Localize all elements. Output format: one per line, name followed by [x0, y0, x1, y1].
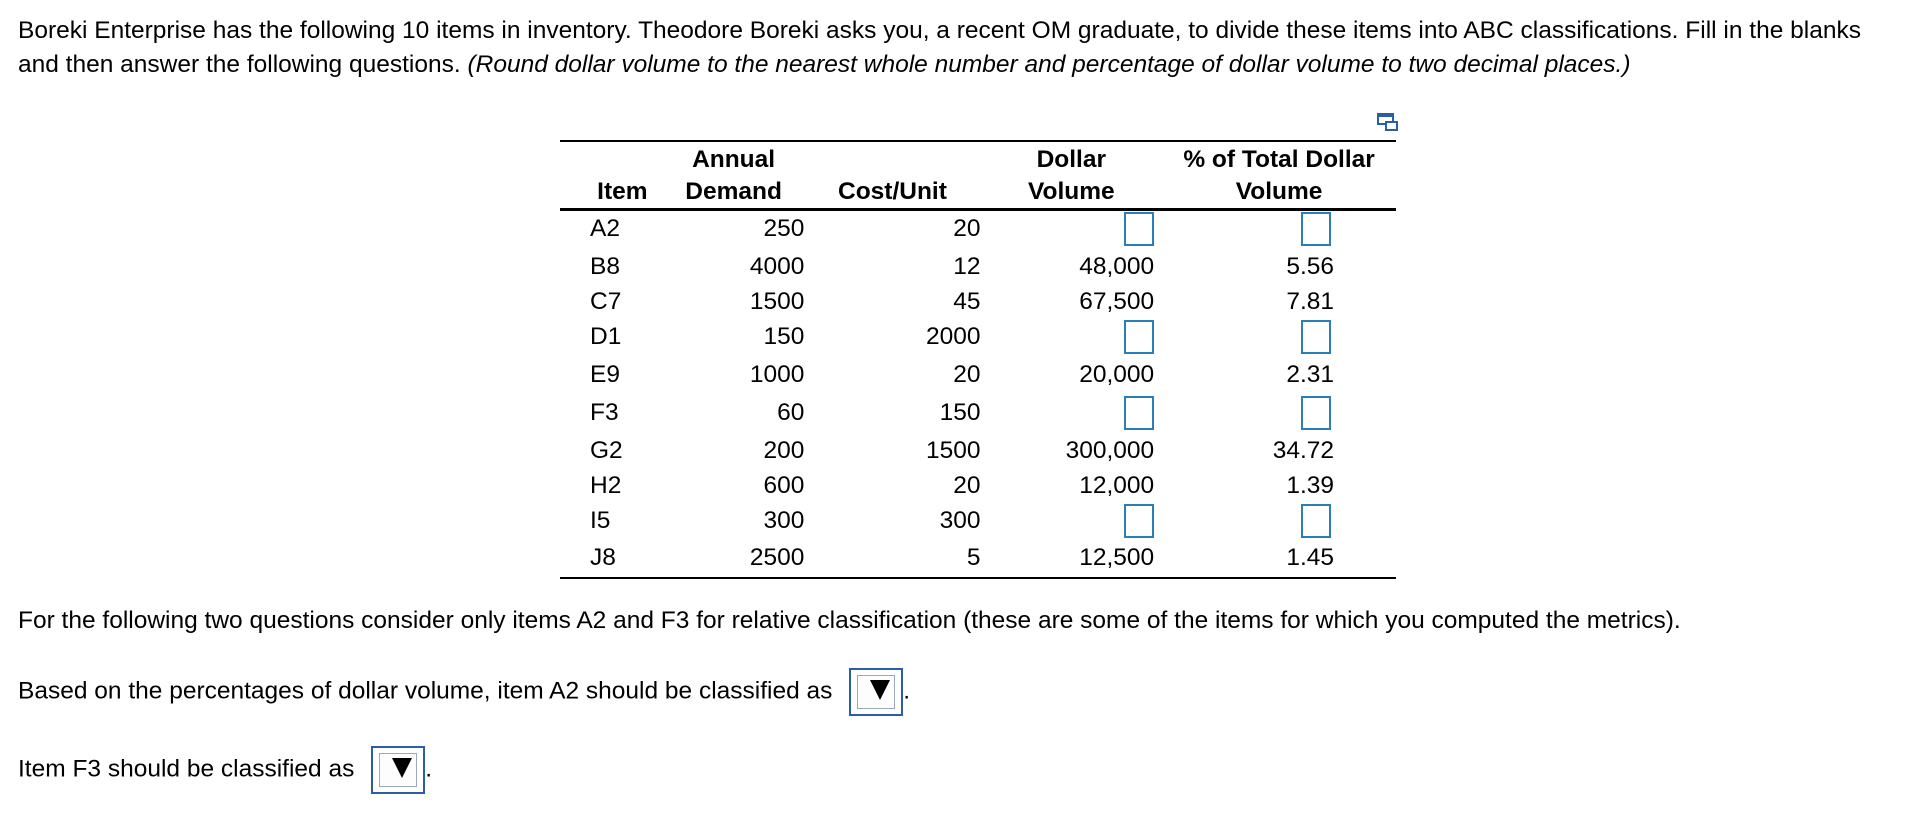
cell-item: D1	[590, 322, 622, 350]
cell-dollar-volume: 48,000	[1079, 252, 1155, 280]
cell-pct-dollar-volume	[1162, 318, 1396, 356]
header-item: Item	[560, 141, 663, 210]
table-row	[560, 470, 1396, 502]
cell-annual-demand: 200	[763, 436, 805, 464]
intro-instruction: (Round dollar volume to the nearest whole number and percentage of dollar volume to two decimal places.)	[467, 51, 1631, 78]
question-2-text: Item F3 should be classified as	[18, 755, 355, 783]
table-row	[560, 502, 1396, 540]
dollar-volume-input[interactable]	[1124, 212, 1154, 246]
cell-cost-unit: 5	[966, 544, 981, 571]
cell-cost-unit: 12	[953, 252, 981, 280]
cell-pct-dollar-volume	[1162, 394, 1396, 432]
table-row	[560, 248, 1396, 286]
header-cost-unit: Cost/Unit	[804, 141, 980, 210]
cell-item: I5	[590, 506, 611, 534]
cell-dollar-volume	[980, 210, 1162, 248]
cell-pct-dollar-volume	[1162, 502, 1396, 540]
cell-dollar-volume: 12,000	[1079, 471, 1155, 499]
table-row	[560, 394, 1396, 432]
cell-item: H2	[590, 471, 622, 499]
question-1-text: Based on the percentages of dollar volume, item A2 should be classified as	[18, 677, 833, 705]
cell-dollar-volume	[980, 318, 1162, 356]
table-row	[560, 286, 1396, 318]
cell-cost-unit: 300	[939, 506, 981, 534]
table-row	[560, 318, 1396, 356]
cell-cost-unit: 1500	[925, 436, 981, 464]
inventory-table	[560, 140, 1396, 579]
a2-classification-select[interactable]	[849, 668, 903, 716]
cell-dollar-volume: 300,000	[1065, 436, 1155, 464]
cell-item: G2	[590, 436, 623, 464]
table-row	[560, 540, 1396, 578]
question-1-period: .	[903, 677, 911, 705]
cell-pct-dollar-volume: 34.72	[1272, 436, 1334, 464]
cell-dollar-volume: 12,500	[1079, 544, 1155, 571]
table-header-row	[560, 141, 1396, 210]
cell-annual-demand: 1000	[749, 360, 805, 388]
questions-context: For the following two questions consider only items A2 and F3 for relative classification (these are some of the items for which you computed the metrics).	[18, 607, 1681, 634]
cell-cost-unit: 20	[953, 471, 981, 499]
table-row	[560, 210, 1396, 248]
question-2	[18, 746, 432, 794]
dollar-volume-input[interactable]	[1124, 320, 1154, 354]
table-row	[560, 432, 1396, 470]
cell-annual-demand: 4000	[749, 252, 805, 280]
pct-dollar-volume-input[interactable]	[1301, 212, 1331, 246]
question-2-period: .	[425, 755, 432, 783]
cell-dollar-volume: 20,000	[1079, 360, 1155, 388]
question-intro	[18, 14, 1908, 82]
cell-item: E9	[590, 360, 620, 388]
cell-cost-unit: 150	[939, 398, 981, 426]
dropdown-arrow-icon	[870, 680, 890, 700]
cell-item: B8	[590, 252, 620, 280]
cell-annual-demand: 1500	[749, 287, 805, 315]
cell-dollar-volume	[980, 502, 1162, 540]
f3-classification-select[interactable]	[371, 746, 425, 794]
cell-cost-unit: 20	[953, 360, 981, 388]
inventory-table-body	[560, 210, 1396, 578]
cell-pct-dollar-volume	[1162, 210, 1396, 248]
pct-dollar-volume-input[interactable]	[1301, 396, 1331, 430]
cell-pct-dollar-volume: 1.45	[1286, 544, 1334, 571]
cell-cost-unit: 45	[953, 287, 981, 315]
cell-dollar-volume	[980, 394, 1162, 432]
cell-item: A2	[590, 215, 620, 243]
cell-annual-demand: 60	[777, 398, 805, 426]
header-dollar-volume: Dollar Volume	[980, 141, 1162, 210]
cell-item: F3	[590, 398, 619, 426]
header-annual-demand: Annual Demand	[663, 141, 805, 210]
intro-text: Boreki Enterprise has the following 10 items in inventory. Theodore Boreki asks you, a recent OM graduate, to divide these items into ABC classifications. Fill in the blanks and then answer the following questions.	[18, 17, 1861, 78]
cell-pct-dollar-volume: 5.56	[1286, 252, 1334, 280]
popout-window-icon[interactable]	[1377, 112, 1399, 132]
pct-dollar-volume-input[interactable]	[1301, 504, 1331, 538]
header-pct-total-dollar-volume: % of Total Dollar Volume	[1162, 141, 1396, 210]
cell-cost-unit: 2000	[925, 322, 981, 350]
cell-cost-unit: 20	[953, 215, 981, 243]
cell-pct-dollar-volume: 2.31	[1286, 360, 1334, 388]
table-row	[560, 356, 1396, 394]
cell-pct-dollar-volume: 7.81	[1286, 287, 1334, 315]
cell-annual-demand: 2500	[749, 544, 805, 571]
cell-pct-dollar-volume: 1.39	[1286, 471, 1334, 499]
cell-annual-demand: 600	[763, 471, 805, 499]
cell-annual-demand: 250	[763, 215, 805, 243]
cell-item: J8	[590, 544, 616, 571]
cell-annual-demand: 300	[763, 506, 805, 534]
dollar-volume-input[interactable]	[1124, 504, 1154, 538]
cell-dollar-volume: 67,500	[1079, 287, 1155, 315]
cell-annual-demand: 150	[763, 322, 805, 350]
dropdown-arrow-icon	[392, 758, 412, 778]
pct-dollar-volume-input[interactable]	[1301, 320, 1331, 354]
cell-item: C7	[590, 287, 622, 315]
dollar-volume-input[interactable]	[1124, 396, 1154, 430]
question-1	[18, 668, 910, 716]
